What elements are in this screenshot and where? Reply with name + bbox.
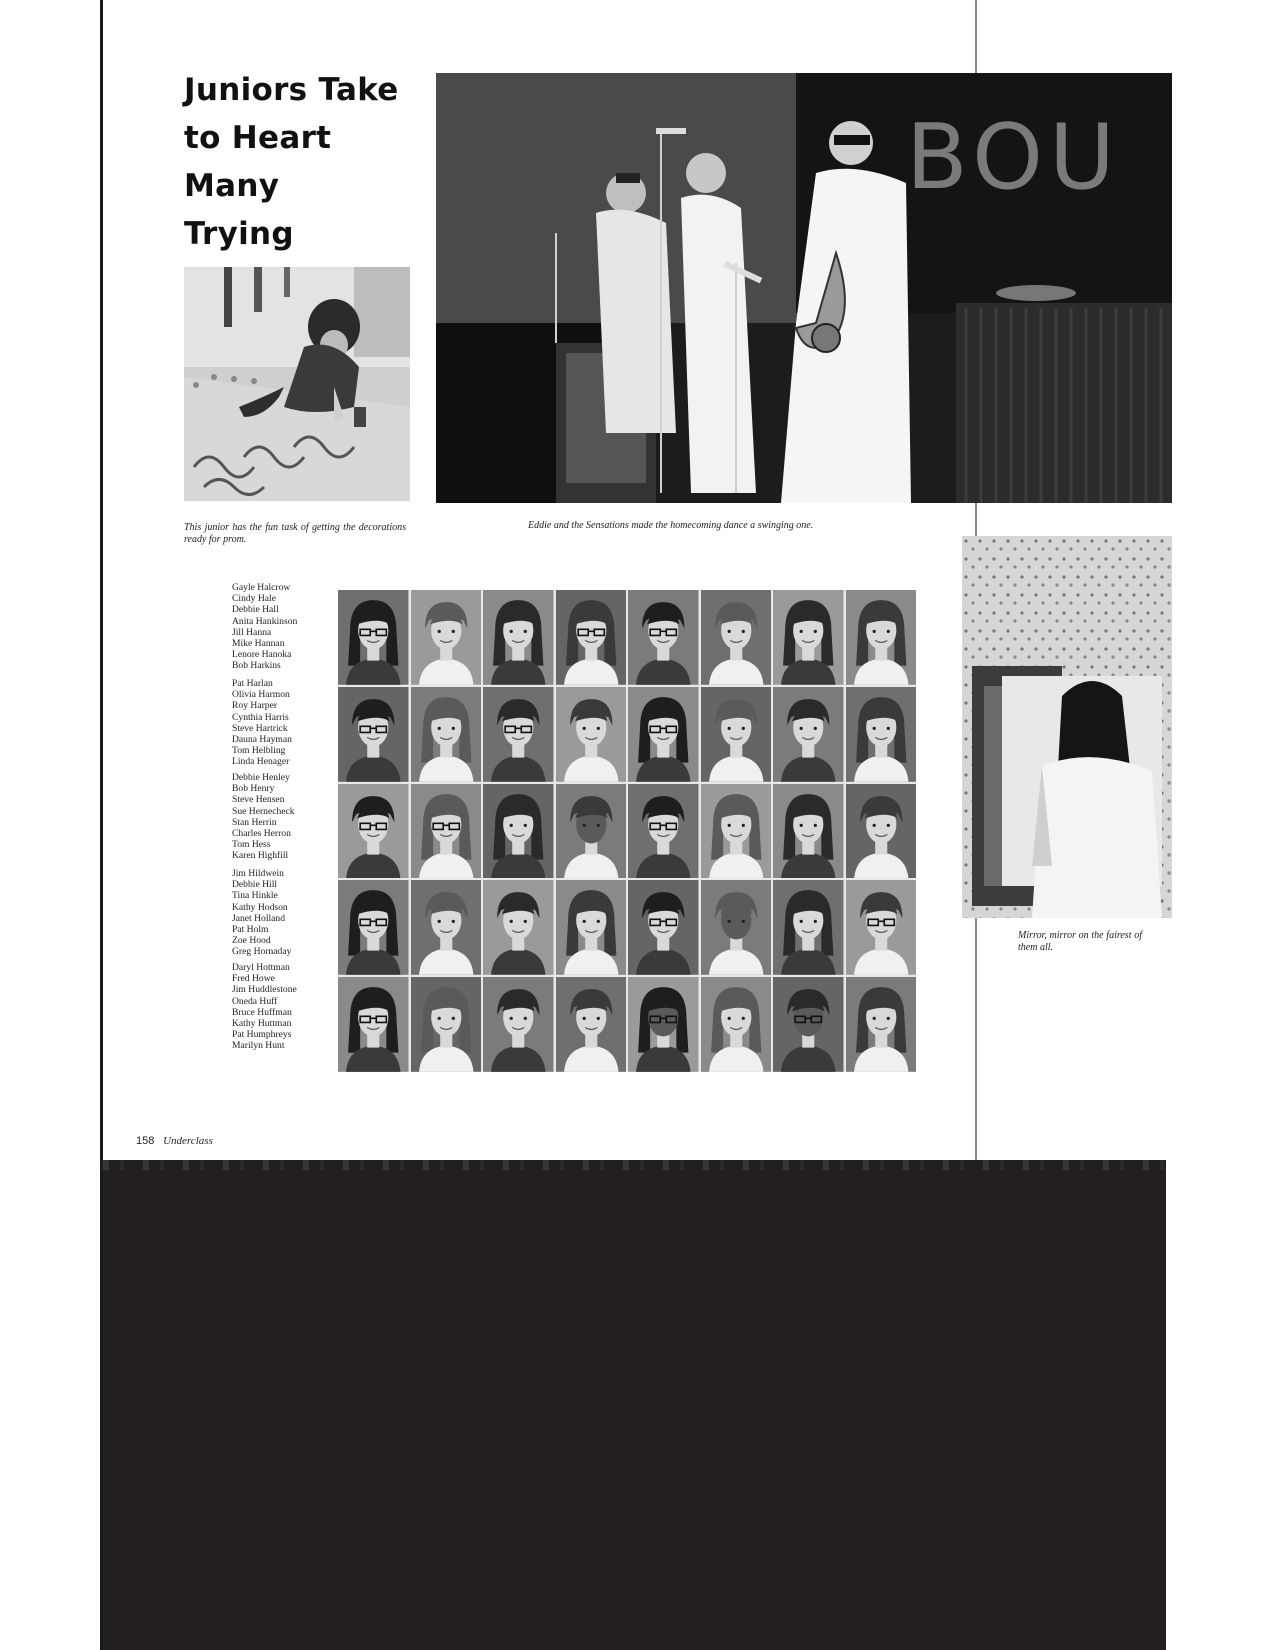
student-name: Daryl Hottman	[232, 962, 290, 973]
student-portrait	[338, 590, 409, 685]
student-name: Olivia Harmon	[232, 689, 290, 701]
student-portrait	[411, 784, 482, 879]
student-portrait	[701, 784, 772, 879]
student-name: Charles Herron	[232, 828, 291, 840]
student-portrait	[628, 880, 699, 975]
student-name: Jim Huddlestone	[232, 984, 297, 996]
student-portrait	[846, 590, 917, 685]
student-name: Greg Hornaday	[232, 946, 292, 958]
student-name: Gayle Halcrow	[232, 582, 291, 593]
student-name: Debbie Henley	[232, 772, 290, 783]
decorating-caption: This junior has the fun task of getting the decorations ready for prom.	[184, 522, 406, 545]
student-name: Pat Humphreys	[232, 1029, 292, 1041]
student-portrait	[701, 977, 772, 1072]
student-name: Tina Hinkle	[232, 890, 278, 902]
student-portrait	[411, 687, 482, 782]
student-portrait	[773, 977, 844, 1072]
student-portrait	[411, 590, 482, 685]
scan-edge-speckle	[103, 1160, 1166, 1170]
student-name: Fred Howe	[232, 973, 275, 985]
student-portrait	[846, 977, 917, 1072]
student-portrait	[628, 687, 699, 782]
title-line-1: Juniors Take	[184, 72, 399, 108]
student-name: Dauna Hayman	[232, 734, 292, 746]
student-portrait	[411, 880, 482, 975]
student-name: Kathy Huttman	[232, 1018, 292, 1030]
page-number: 158	[136, 1135, 155, 1147]
student-portrait	[773, 687, 844, 782]
decorating-photo	[184, 267, 410, 501]
scan-background-band	[103, 1160, 1166, 1650]
student-portrait	[338, 687, 409, 782]
student-portrait	[846, 784, 917, 879]
student-name: Karen Highfill	[232, 850, 289, 862]
student-name: Pat Harlan	[232, 678, 273, 689]
student-name: Steve Hartrick	[232, 722, 288, 734]
student-portrait	[701, 590, 772, 685]
student-name: Cindy Hale	[232, 593, 276, 605]
student-portrait	[483, 784, 554, 879]
portrait-grid	[338, 590, 916, 1072]
student-portrait	[701, 880, 772, 975]
student-name: Roy Harper	[232, 700, 278, 712]
student-name: Tom Hess	[232, 839, 271, 851]
student-portrait	[628, 784, 699, 879]
student-portrait	[338, 880, 409, 975]
student-portrait	[846, 880, 917, 975]
student-portrait	[338, 977, 409, 1072]
name-list-row-2	[232, 678, 327, 768]
student-name: Bob Henry	[232, 783, 275, 795]
section-name: Underclass	[163, 1135, 213, 1147]
student-portrait	[556, 784, 627, 879]
student-name: Kathy Hodson	[232, 901, 288, 913]
student-portrait	[846, 687, 917, 782]
name-list-row-5	[232, 962, 327, 1052]
student-name: Debbie Hall	[232, 604, 279, 616]
student-name: Mike Hannan	[232, 638, 285, 650]
student-portrait	[411, 977, 482, 1072]
student-name: Linda Henager	[232, 756, 290, 768]
name-list-row-4	[232, 868, 327, 958]
student-portrait	[556, 880, 627, 975]
student-name: Tom Helbling	[232, 745, 286, 757]
student-name: Sue Hernecheck	[232, 805, 295, 817]
student-name: Bruce Huffman	[232, 1006, 292, 1018]
student-portrait	[483, 687, 554, 782]
student-name: Janet Holland	[232, 912, 286, 924]
student-name: Stan Herrin	[232, 816, 277, 828]
mirror-photo	[962, 536, 1172, 918]
band-photo	[436, 73, 1172, 503]
student-portrait	[773, 880, 844, 975]
student-name: Oneda Huff	[232, 995, 278, 1007]
student-portrait	[483, 880, 554, 975]
title-line-3: Trying	[184, 216, 294, 252]
student-name: Steve Hensen	[232, 794, 285, 806]
student-portrait	[556, 977, 627, 1072]
page-footer	[136, 1135, 213, 1147]
student-portrait	[773, 784, 844, 879]
student-portrait	[483, 590, 554, 685]
student-name: Bob Harkins	[232, 660, 281, 672]
student-name: Zoe Hood	[232, 935, 271, 947]
student-name: Cynthia Harris	[232, 711, 289, 723]
mirror-caption: Mirror, mirror on the fairest of them all.	[1018, 930, 1142, 953]
student-name: Marilyn Hunt	[232, 1040, 285, 1052]
student-name: Anita Hankinson	[232, 615, 298, 627]
student-name: Pat Holm	[232, 924, 269, 936]
student-portrait	[556, 590, 627, 685]
student-portrait	[701, 687, 772, 782]
band-sign-text: BOU	[906, 105, 1121, 210]
student-name: Debbie Hill	[232, 879, 278, 891]
student-portrait	[628, 977, 699, 1072]
student-portrait	[556, 687, 627, 782]
name-list-row-3	[232, 772, 327, 862]
student-portrait	[483, 977, 554, 1072]
band-caption: Eddie and the Sensations made the homecoming dance a swinging one.	[528, 520, 814, 531]
student-name: Jill Hanna	[232, 626, 272, 638]
student-portrait	[628, 590, 699, 685]
student-portrait	[338, 784, 409, 879]
student-name: Lenore Hanoka	[232, 649, 292, 661]
student-name: Jim Hildwein	[232, 868, 284, 879]
student-portrait	[773, 590, 844, 685]
title-line-2: to Heart Many	[184, 120, 332, 204]
name-list-row-1	[232, 582, 327, 672]
